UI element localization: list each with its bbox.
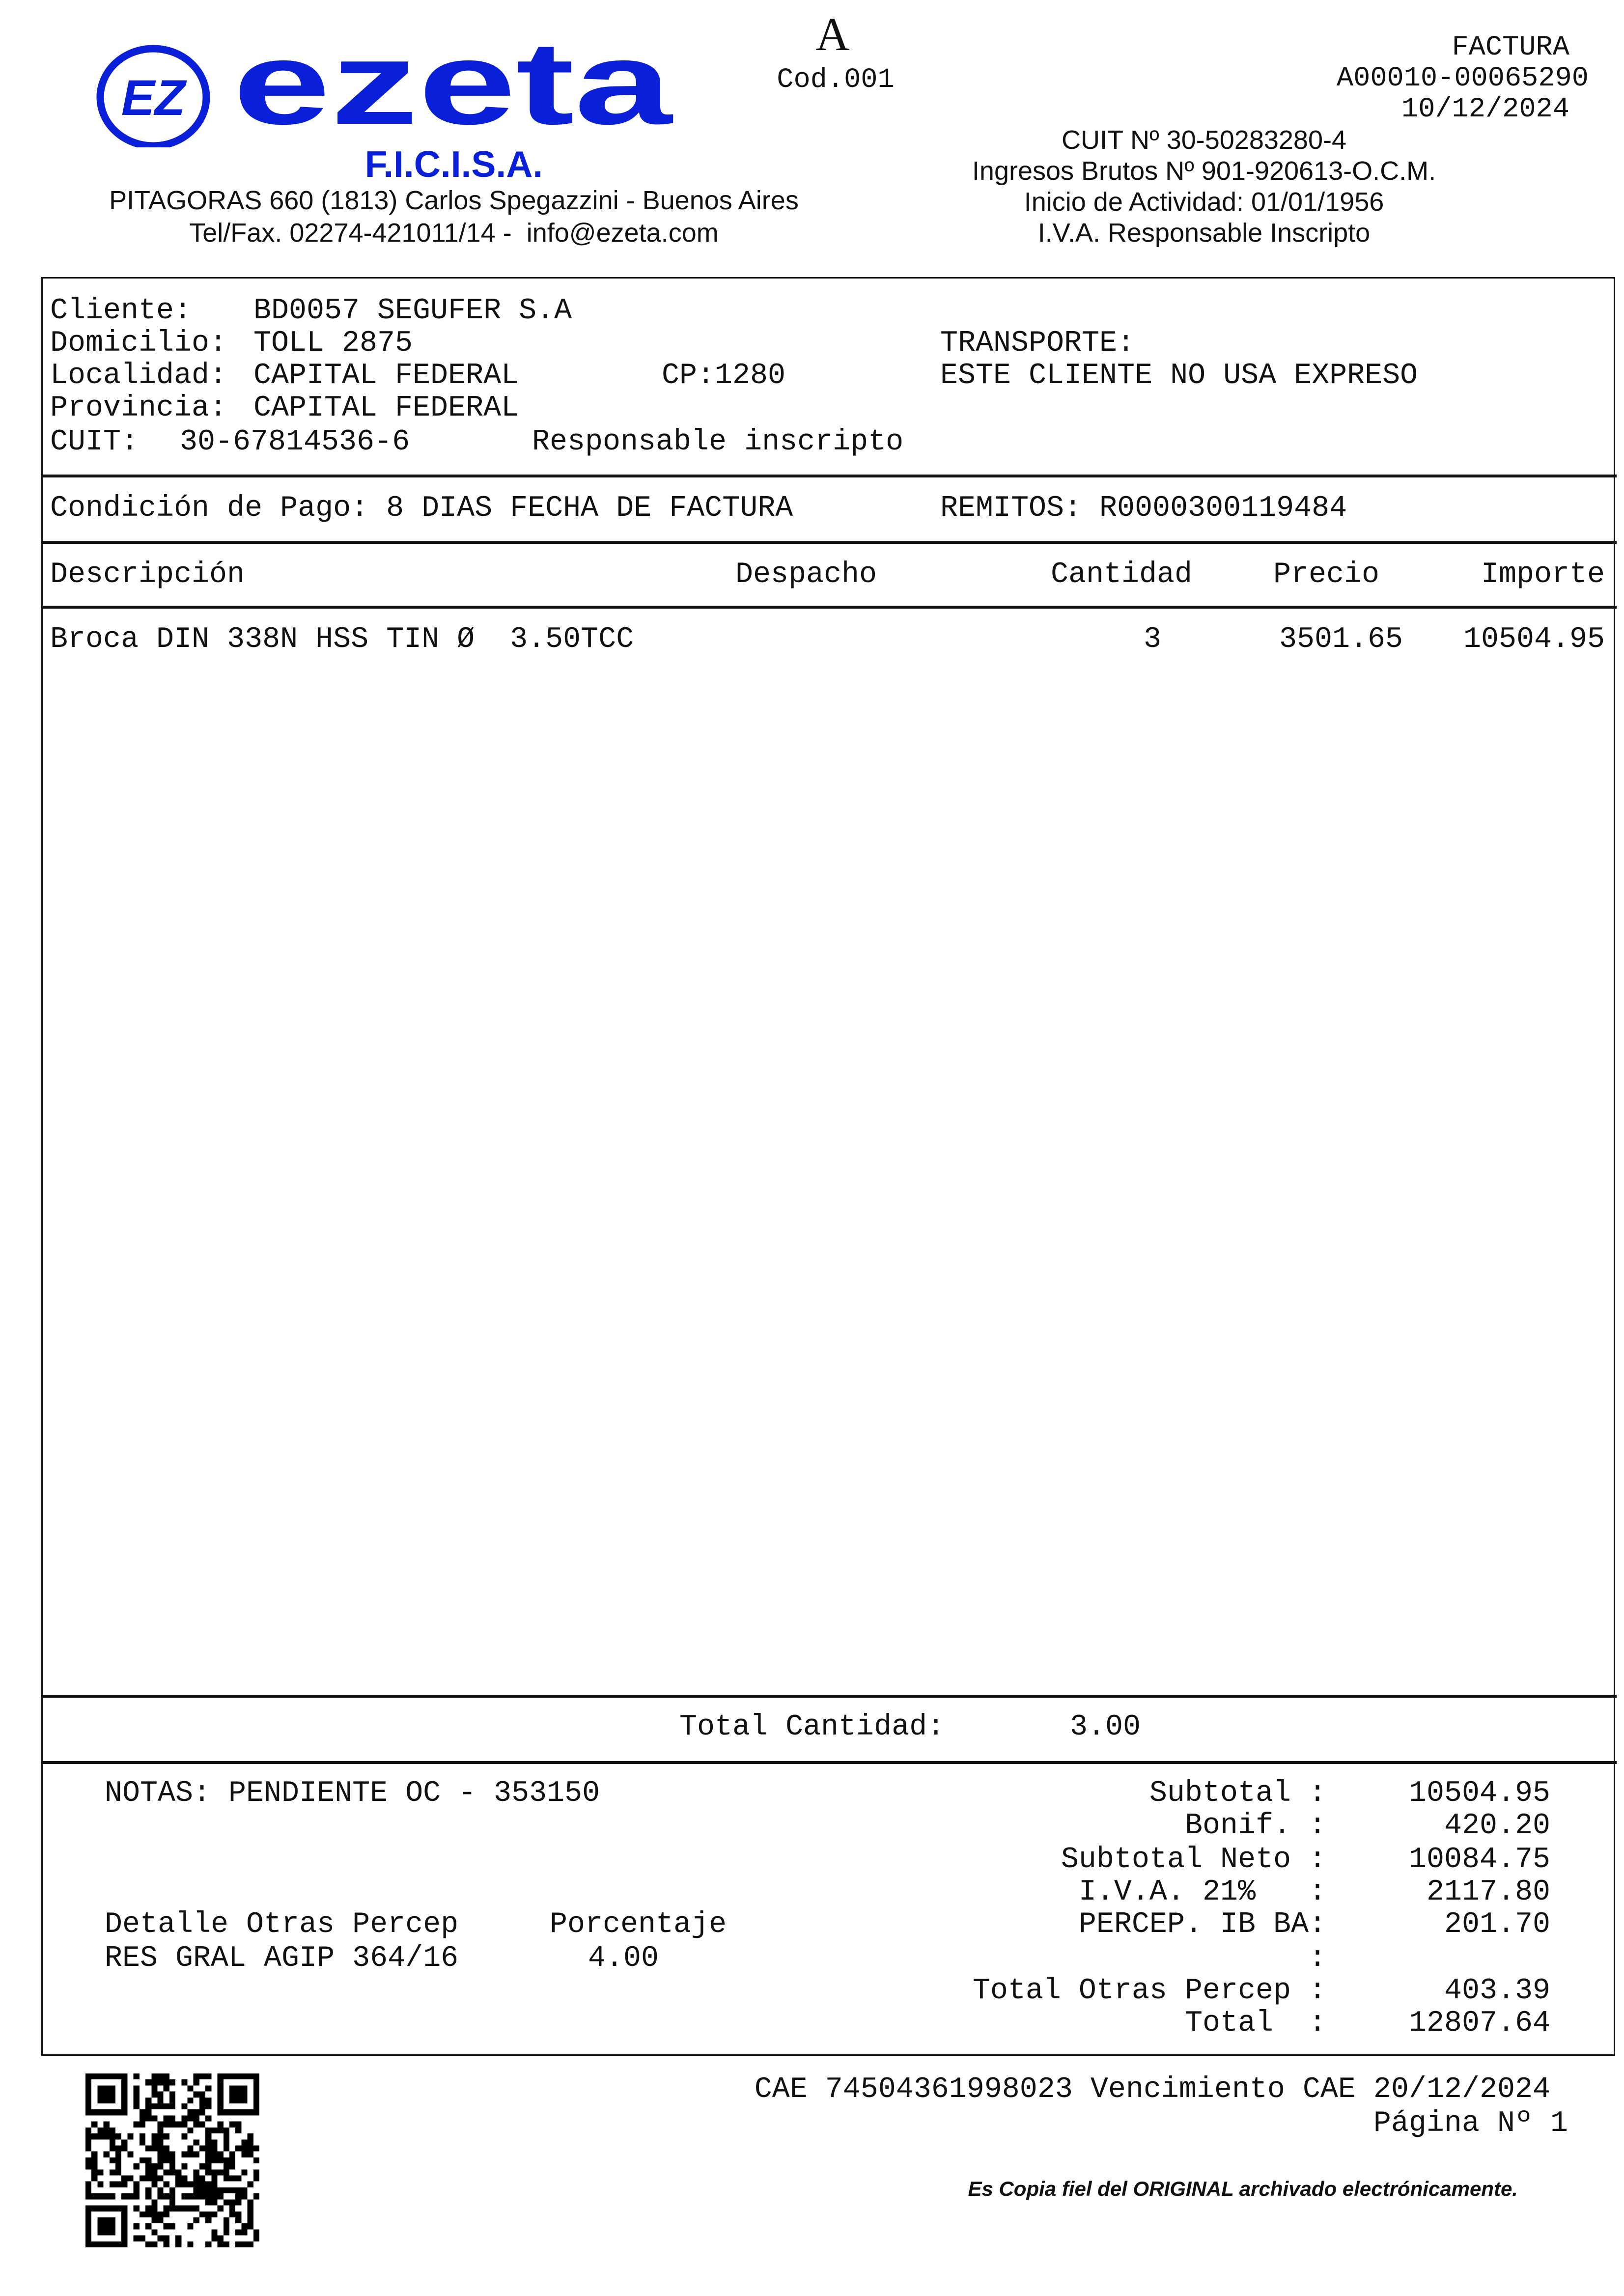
logo-monogram: EZ — [121, 70, 186, 126]
total-quantity-label: Total Cantidad: — [679, 1711, 945, 1745]
totals-label: : — [1308, 1942, 1326, 1976]
totals-label: Total : — [1184, 2007, 1326, 2041]
transport-value: ESTE CLIENTE NO USA EXPRESO — [940, 360, 1418, 393]
totals-label: Bonif. : — [1184, 1810, 1326, 1844]
logo-wordmark: ezeta — [233, 29, 673, 147]
percep-detail: RES GRAL AGIP 364/16 — [105, 1942, 459, 1976]
client-cuit-value: 30-67814536-6 — [180, 426, 410, 460]
client-iva-condition: Responsable inscripto — [532, 426, 904, 460]
locality-value: CAPITAL FEDERAL — [253, 360, 519, 393]
cae-info: CAE 74504361998023 Vencimiento CAE 20/12/2024 — [754, 2073, 1550, 2107]
totals-label: Subtotal : — [1149, 1777, 1326, 1811]
invoice-number: A00010-00065290 — [1336, 62, 1589, 94]
col-despacho: Despacho — [735, 559, 877, 592]
company-iva: I.V.A. Responsable Inscripto — [1037, 218, 1371, 248]
company-iibb: Ingresos Brutos Nº 901-920613-O.C.M. — [972, 156, 1436, 186]
client-value: BD0057 SEGUFER S.A — [253, 295, 572, 329]
totals-value: 12807.64 — [1408, 2007, 1550, 2041]
percep-header-percentage: Porcentaje — [550, 1908, 727, 1942]
locality-label: Localidad: — [50, 360, 227, 393]
col-precio: Precio — [1273, 559, 1380, 592]
invoice-date: 10/12/2024 — [1401, 93, 1569, 125]
invoice-letter: A — [815, 7, 850, 60]
remitos: REMITOS: R0000300119484 — [940, 492, 1347, 526]
totals-label: PERCEP. IB BA: — [1078, 1908, 1326, 1942]
company-contact: Tel/Fax. 02274-421011/14 - info@ezeta.com — [189, 218, 719, 248]
totals-value: 201.70 — [1444, 1908, 1550, 1942]
totals-value: 10504.95 — [1408, 1777, 1550, 1811]
postal-code: CP:1280 — [662, 360, 786, 393]
totals-label: I.V.A. 21% : — [1078, 1876, 1326, 1910]
divider — [41, 606, 1617, 608]
ezeta-logo — [88, 29, 678, 147]
copy-note: Es Copia fiel del ORIGINAL archivado electrónicamente. — [968, 2177, 1518, 2200]
qr-code — [85, 2073, 259, 2247]
divider — [41, 1695, 1617, 1697]
address-label: Domicilio: — [50, 327, 227, 361]
doc-type: FACTURA — [1452, 31, 1569, 63]
col-descripcion: Descripción — [50, 559, 245, 592]
page-number: Página Nº 1 — [1373, 2107, 1568, 2141]
item-quantity: 3 — [1143, 623, 1161, 657]
province-value: CAPITAL FEDERAL — [253, 392, 519, 426]
item-description: Broca DIN 338N HSS TIN Ø 3.50TCC — [50, 623, 634, 657]
divider — [41, 541, 1617, 543]
invoice-code: Cod.001 — [777, 63, 895, 96]
divider — [41, 475, 1617, 477]
col-cantidad: Cantidad — [1051, 559, 1193, 592]
client-label: Cliente: — [50, 295, 192, 329]
divider — [41, 1761, 1617, 1764]
item-price: 3501.65 — [1279, 623, 1403, 657]
client-cuit-label: CUIT: — [50, 426, 139, 460]
percep-header-detail: Detalle Otras Percep — [105, 1908, 459, 1942]
col-importe: Importe — [1481, 559, 1605, 592]
totals-value: 403.39 — [1444, 1975, 1550, 2009]
total-quantity-value: 3.00 — [1070, 1711, 1141, 1745]
totals-label: Subtotal Neto : — [1061, 1844, 1326, 1877]
address-value: TOLL 2875 — [253, 327, 413, 361]
company-address: PITAGORAS 660 (1813) Carlos Spegazzini - Buenos Aires — [109, 186, 799, 215]
percep-percentage: 4.00 — [588, 1942, 659, 1976]
province-label: Provincia: — [50, 392, 227, 426]
company-start-date: Inicio de Actividad: 01/01/1956 — [1024, 187, 1384, 217]
company-cuit: CUIT Nº 30-50283280-4 — [1061, 125, 1347, 155]
item-amount: 10504.95 — [1463, 623, 1605, 657]
totals-value: 420.20 — [1444, 1810, 1550, 1844]
company-legal-suffix: F.I.C.I.S.A. — [364, 144, 543, 186]
totals-label: Total Otras Percep : — [972, 1975, 1326, 2009]
notes: NOTAS: PENDIENTE OC - 353150 — [105, 1777, 600, 1811]
payment-condition: Condición de Pago: 8 DIAS FECHA DE FACTURA — [50, 492, 793, 526]
totals-value: 10084.75 — [1408, 1844, 1550, 1877]
transport-label: TRANSPORTE: — [940, 327, 1135, 361]
totals-value: 2117.80 — [1426, 1876, 1550, 1910]
